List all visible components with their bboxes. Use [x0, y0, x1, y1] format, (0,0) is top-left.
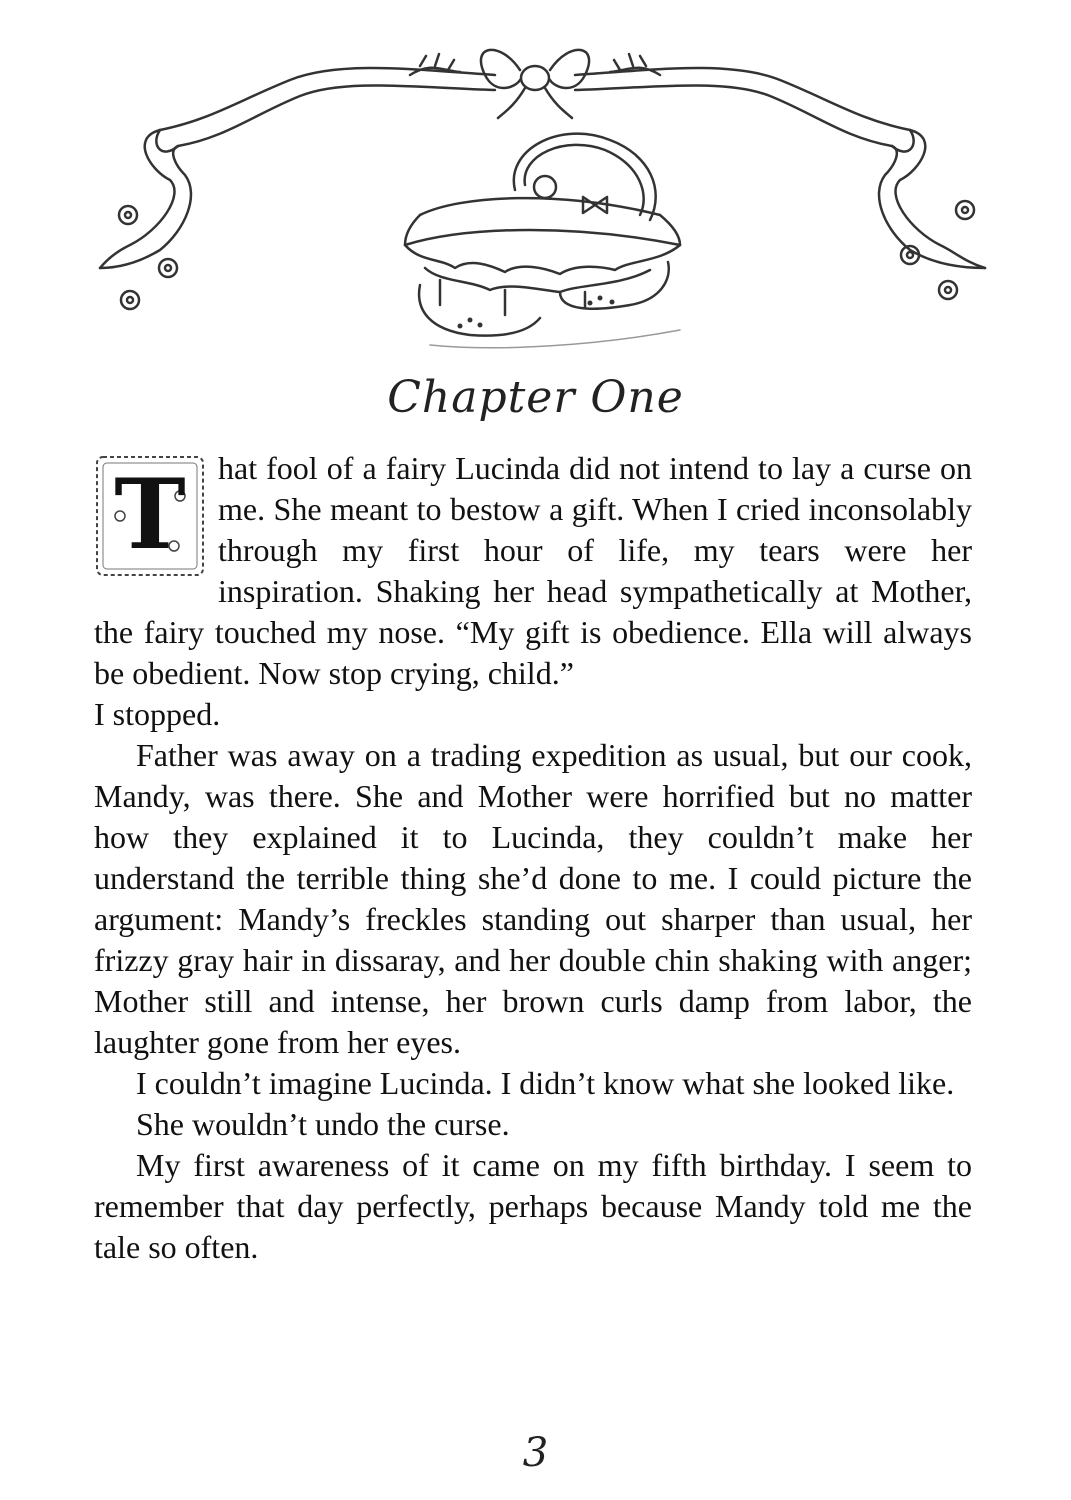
paragraph-1-text: hat fool of a fairy Lucinda did not intend to lay a curse on me. She meant to bestow a gift. When I cried inconsolably through my first hour of life, my tears were her inspiration. Shaking her head sympathetically at Mother, the fairy touched my nose. “My gift is obedience. Ella will always be obedient. Now stop crying, child.”: [94, 450, 972, 691]
chapter-body: [94, 448, 972, 1268]
chapter-title: Chapter One: [387, 372, 684, 423]
page-number: 3: [522, 1430, 549, 1476]
paragraph-2: I stopped.: [94, 696, 221, 732]
paragraph-5: She wouldn’t undo the curse.: [136, 1106, 510, 1142]
cradle-ribbon-illustration: [0, 0, 1071, 380]
drop-cap-letter: T: [114, 458, 186, 571]
paragraph-4: I couldn’t imagine Lucinda. I didn’t know what she looked like.: [136, 1065, 955, 1101]
paragraph-1: [94, 448, 972, 694]
drop-cap: [94, 454, 206, 578]
paragraph-3: Father was away on a trading expedition as usual, but our cook, Mandy, was there. She and Mother were horrified but no matter how they explained it to Lucinda, they couldn’t make her understand the terrible thing she’d done to me. I could picture the argument: Mandy’s freckles standing out sharper than usual, her frizzy gray hair in dissaray, and her double chin shaking with anger; Mother still and intense, her brown curls damp from labor, the laughter gone from her eyes.: [94, 737, 972, 1060]
paragraph-6: My first awareness of it came on my fifth birthday. I seem to remember that day perfectly, perhaps because Mandy told me the tale so often.: [94, 1147, 972, 1265]
